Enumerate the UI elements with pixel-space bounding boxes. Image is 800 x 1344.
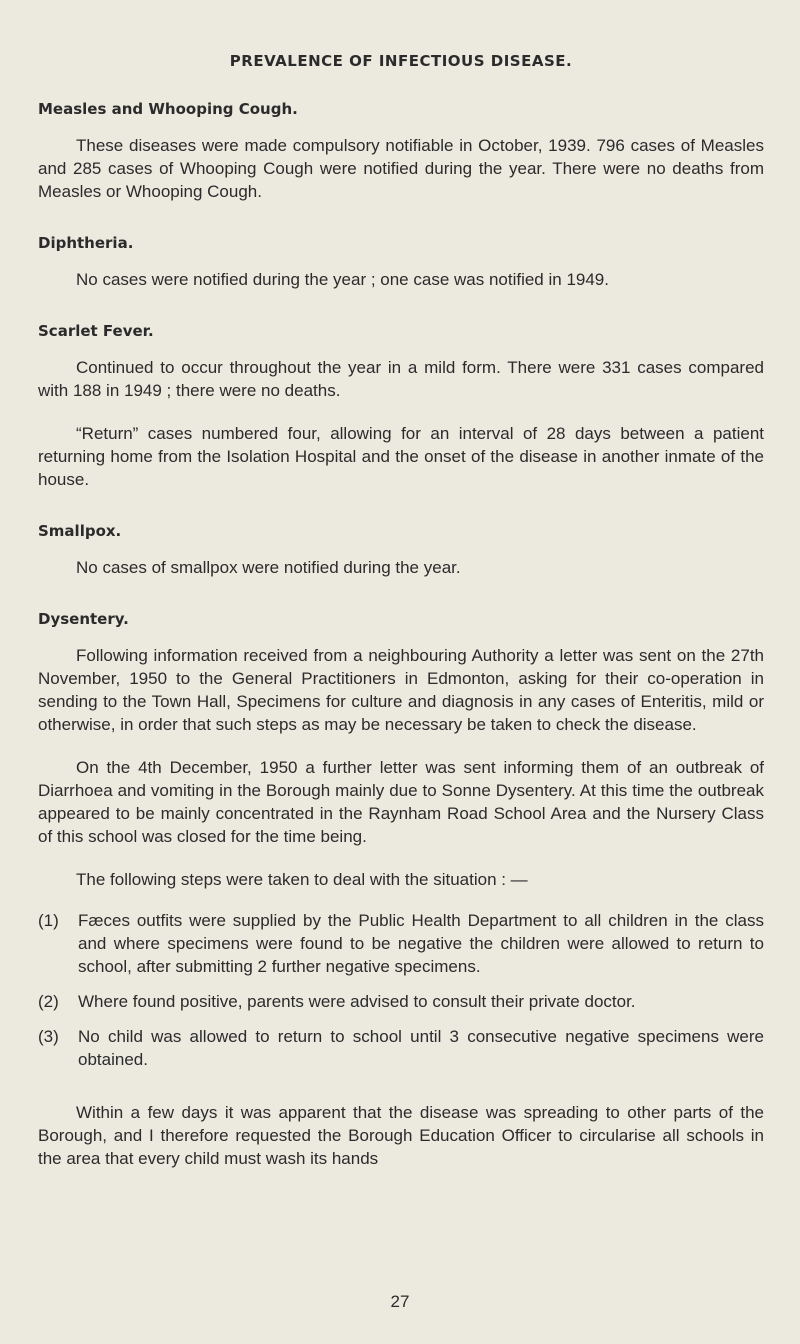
list-item-number: (1) xyxy=(38,911,59,930)
section-heading-diphtheria: Diphtheria. xyxy=(38,234,134,252)
section-heading-dysentery: Dysentery. xyxy=(38,610,129,628)
measles-paragraph: These diseases were made compulsory notifiable in October, 1939. 796 cases of Measles and 285 cases of Whooping Cough were notified during the year. There were no deaths from Measles or Whooping Cough. xyxy=(38,136,764,201)
dysentery-closing-paragraph: Within a few days it was apparent that the disease was spreading to other parts of the Borough, and I therefore requested the Borough Education Officer to circularise all schools in the area that every child must wash its hands xyxy=(38,1103,764,1168)
list-item xyxy=(38,990,764,1013)
steps-list xyxy=(38,909,764,1071)
list-item xyxy=(38,1025,764,1071)
smallpox-paragraph: No cases of smallpox were notified during the year. xyxy=(76,558,461,577)
dysentery-paragraph-1: Following information received from a neighbouring Authority a letter was sent on the 27th November, 1950 to the General Practitioners in Edmonton, asking for their co-operation in sending to the Town Hall, Specimens for culture and diagnosis in any cases of Enteritis, mild or otherwise, in order that such steps as may be necessary be taken to check the disease. xyxy=(38,646,764,734)
page-number: 27 xyxy=(390,1292,410,1311)
list-item-number: (2) xyxy=(38,992,59,1011)
scarlet-fever-paragraph-1: Continued to occur throughout the year in a mild form. There were 331 cases compared with 188 in 1949 ; there were no deaths. xyxy=(38,358,764,400)
page-title: PREVALENCE OF INFECTIOUS DISEASE. xyxy=(229,52,573,70)
list-item-text: Fæces outfits were supplied by the Public Health Department to all children in the class and where specimens were found to be negative the children were allowed to return to school, after submitting 2 further negative specimens. xyxy=(78,911,764,976)
section-heading-smallpox: Smallpox. xyxy=(38,522,122,540)
dysentery-paragraph-2: On the 4th December, 1950 a further letter was sent informing them of an outbreak of Diarrhoea and vomiting in the Borough mainly due to Sonne Dysentery. At this time the outbreak appeared to be mainly concentrated in the Raynham Road School Area and the Nursery Class of this school was closed for the time being. xyxy=(38,758,764,846)
list-item-text: No child was allowed to return to school until 3 consecutive negative specimens were obtained. xyxy=(78,1027,764,1069)
diphtheria-paragraph: No cases were notified during the year ; one case was notified in 1949. xyxy=(76,270,609,289)
list-item xyxy=(38,909,764,978)
scarlet-fever-paragraph-2: “Return” cases numbered four, allowing for an interval of 28 days between a patient returning home from the Isolation Hospital and the onset of the disease in another inmate of the house. xyxy=(38,424,764,489)
list-item-text: Where found positive, parents were advised to consult their private doctor. xyxy=(78,992,636,1011)
list-item-number: (3) xyxy=(38,1027,59,1046)
dysentery-paragraph-3: The following steps were taken to deal with the situation : — xyxy=(76,870,528,889)
section-heading-measles: Measles and Whooping Cough. xyxy=(38,100,298,118)
section-heading-scarlet-fever: Scarlet Fever. xyxy=(38,322,154,340)
